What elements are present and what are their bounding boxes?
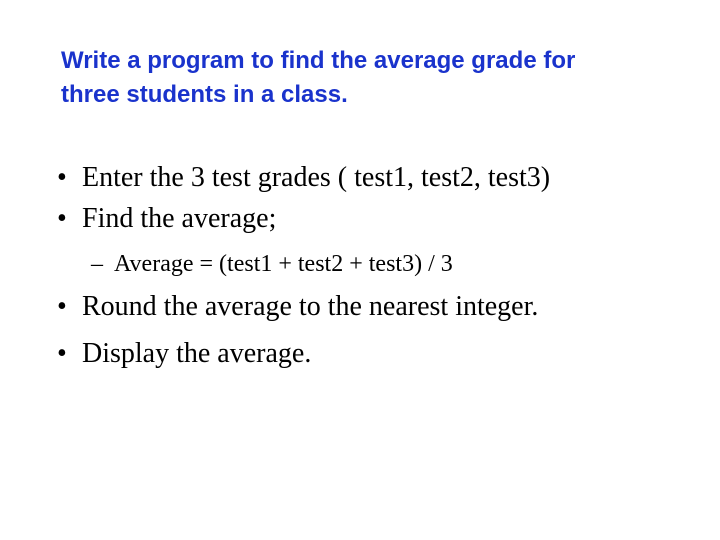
slide-title-line-1: Write a program to find the average grade for xyxy=(61,47,576,74)
sub-bullet-text: Average = (test1 + test2 + test3) / 3 xyxy=(114,251,453,277)
bullet-text: Round the average to the nearest integer. xyxy=(82,291,539,322)
bullet-marker: • xyxy=(57,291,67,322)
bullet-text: Find the average; xyxy=(82,203,277,234)
bullet-marker: • xyxy=(57,162,67,193)
bullet-text: Display the average. xyxy=(82,338,312,369)
bullet-marker: • xyxy=(57,203,67,234)
sub-bullet-marker: – xyxy=(91,251,103,277)
bullet-marker: • xyxy=(57,338,67,369)
slide-title-line-2: three students in a class. xyxy=(61,81,348,108)
bullet-text: Enter the 3 test grades ( test1, test2, test3) xyxy=(82,162,551,193)
